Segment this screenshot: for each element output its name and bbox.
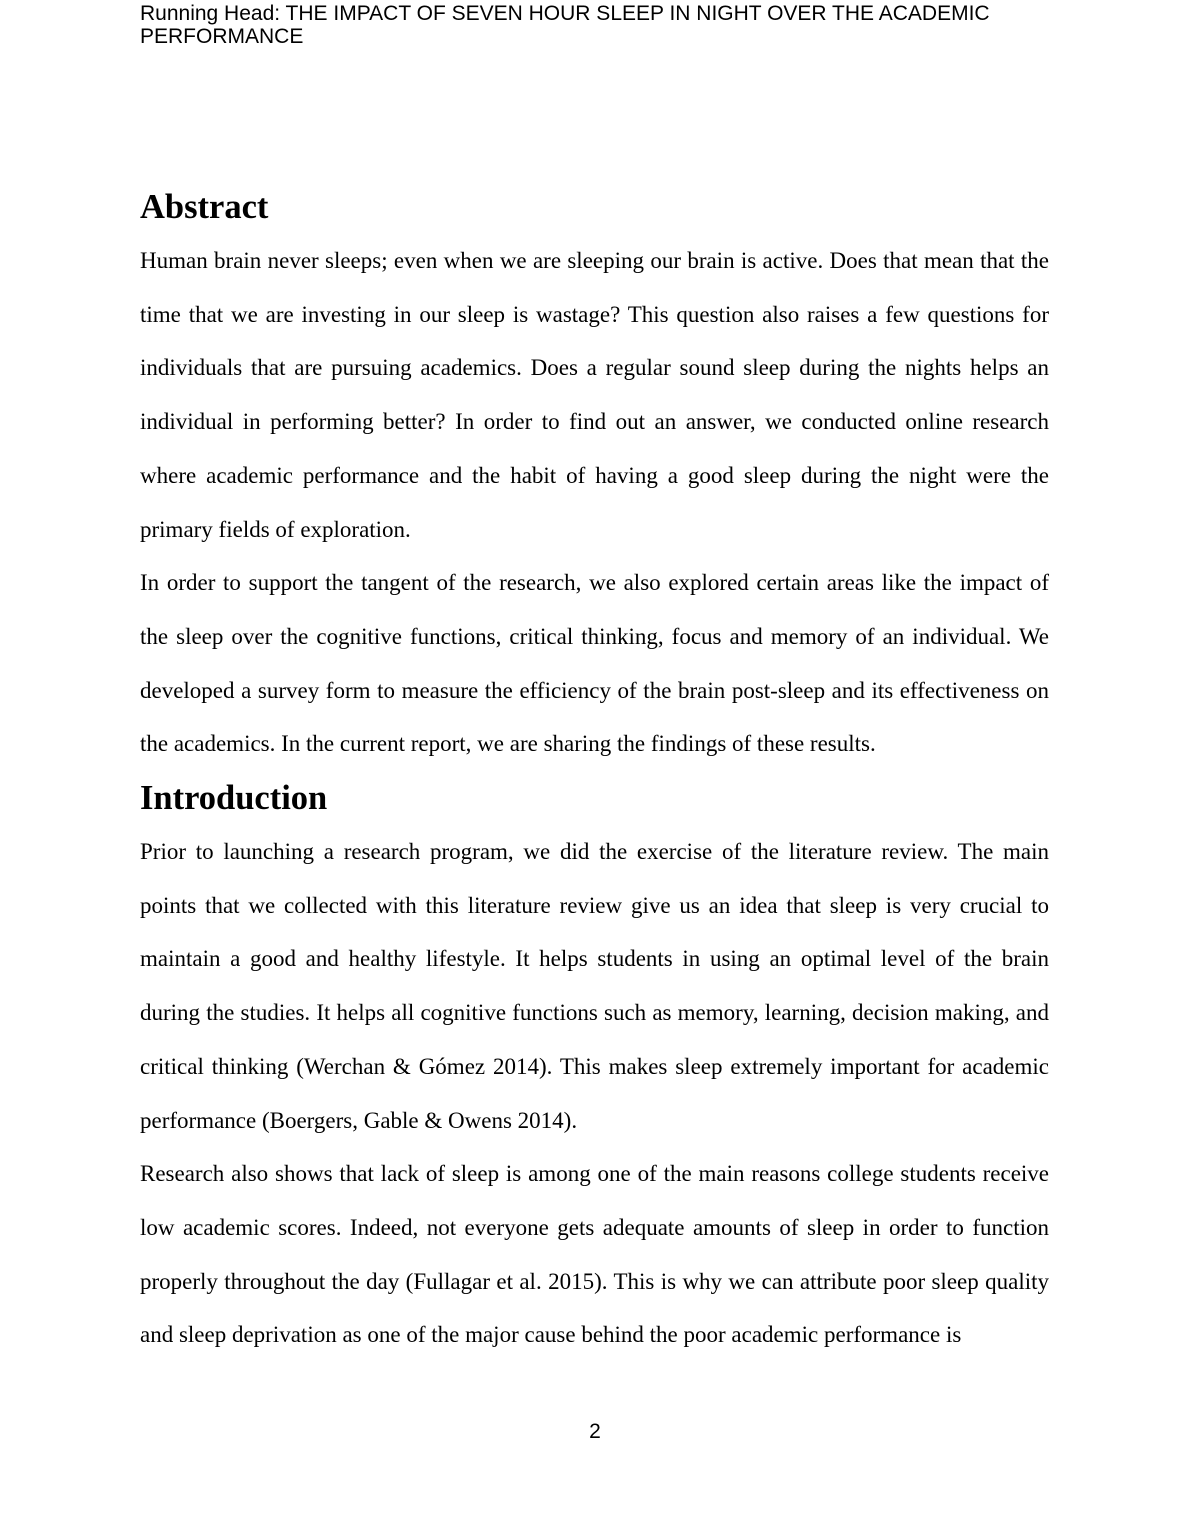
running-head-line-1: Running Head: THE IMPACT OF SEVEN HOUR SLEEP IN NIGHT OVER THE ACADEMIC [140, 2, 990, 25]
abstract-heading: Abstract [140, 188, 269, 226]
document-body [140, 180, 1049, 1362]
running-head-line-2: PERFORMANCE [140, 25, 304, 48]
abstract-paragraph-1: Human brain never sleeps; even when we are sleeping our brain is active. Does that mean that the time that we are investing in our sleep is wastage? This question also raises a few questions for individuals that are pursuing academics. Does a regular sound sleep during the nights helps an individual in performing better? In order to find out an answer, we conducted online research where academic performance and the habit of having a good sleep during the night were the primary fields of exploration. [140, 248, 1049, 542]
introduction-paragraph-1: Prior to launching a research program, we did the exercise of the literature review. The main points that we collected with this literature review give us an idea that sleep is very crucial to maintain a good and healthy lifestyle. It helps students in using an optimal level of the brain during the studies. It helps all cognitive functions such as memory, learning, decision making, and critical thinking (Werchan & Gómez 2014). This makes sleep extremely important for academic performance (Boergers, Gable & Owens 2014). [140, 839, 1049, 1133]
introduction-heading: Introduction [140, 779, 328, 818]
introduction-paragraph-2: Research also shows that lack of sleep is among one of the main reasons college students receive low academic scores. Indeed, not everyone gets adequate amounts of sleep in order to function properly throughout the day (Fullagar et al. 2015). This is why we can attribute poor sleep quality and sleep deprivation as one of the major cause behind the poor academic performance is [140, 1161, 1049, 1348]
abstract-paragraph-2: In order to support the tangent of the research, we also explored certain areas like the impact of the sleep over the cognitive functions, critical thinking, focus and memory of an individual. We developed a survey form to measure the efficiency of the brain post-sleep and its effectiveness on the academics. In the current report, we are sharing the findings of these results. [140, 570, 1049, 757]
running-head [140, 2, 1040, 48]
page-number: 2 [589, 1420, 601, 1443]
